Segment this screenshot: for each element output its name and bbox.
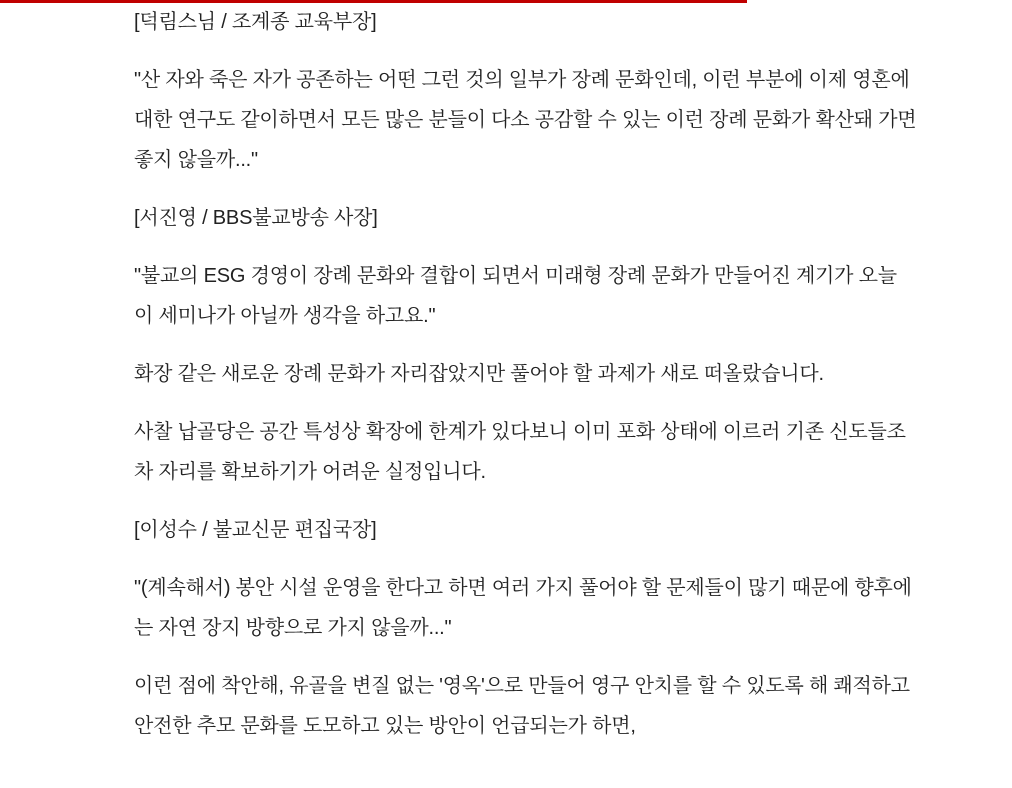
speaker-caption [134,510,942,550]
caption-text: [덕림스님 / 조계종 교육부장] [134,11,377,33]
narration-paragraph [134,412,942,492]
caption-text: [이성수 / 불교신문 편집국장] [134,519,377,541]
narration-line: 안전한 추모 문화를 도모하고 있는 방안이 언급되는가 하면, [134,715,636,737]
narration-line: 사찰 납골당은 공간 특성상 확장에 한계가 있다보니 이미 포화 상태에 이르러 기존 신도들조 [134,421,906,443]
quote-paragraph [134,568,942,648]
speaker-caption [134,198,942,238]
quote-line: 는 자연 장지 방향으로 가지 않을까..." [134,617,452,639]
quote-line: "(계속해서) 봉안 시설 운영을 한다고 하면 여러 가지 풀어야 할 문제들이 많기 때문에 향후에 [134,577,912,599]
narration-paragraph [134,666,942,746]
narration-line: 차 자리를 확보하기가 어려운 실정입니다. [134,461,486,483]
quote-line: 좋지 않을까..." [134,149,258,171]
quote-paragraph [134,256,942,336]
caption-text: [서진영 / BBS불교방송 사장] [134,207,378,229]
narration-line: 화장 같은 새로운 장례 문화가 자리잡았지만 풀어야 할 과제가 새로 떠올랐습니다. [134,363,824,385]
quote-line: "불교의 ESG 경영이 장례 문화와 결합이 되면서 미래형 장례 문화가 만들어진 계기가 오늘 [134,265,897,287]
narration-line: 이런 점에 착안해, 유골을 변질 없는 '영옥'으로 만들어 영구 안치를 할 수 있도록 해 쾌적하고 [134,675,910,697]
speaker-caption [134,2,942,42]
quote-line: "산 자와 죽은 자가 공존하는 어떤 그런 것의 일부가 장례 문화인데, 이런 부분에 이제 영혼에 [134,69,910,91]
article-body [134,2,942,764]
quote-paragraph [134,60,942,180]
narration-paragraph [134,354,942,394]
quote-line: 이 세미나가 아닐까 생각을 하고요." [134,305,436,327]
quote-line: 대한 연구도 같이하면서 모든 많은 분들이 다소 공감할 수 있는 이런 장례 문화가 확산돼 가면 [134,109,917,131]
